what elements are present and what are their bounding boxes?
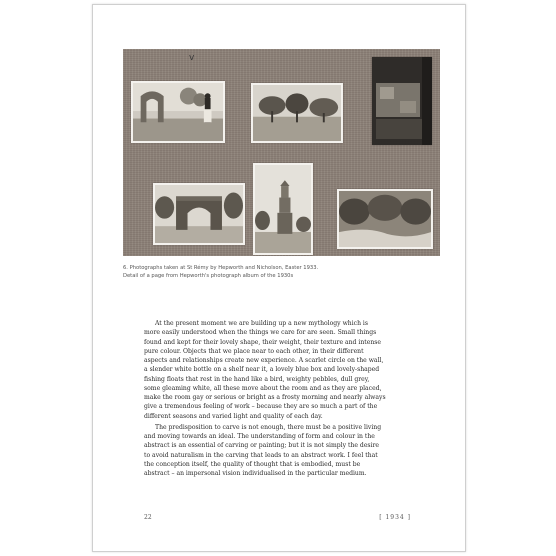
text-line: give a tremendous feeling of work – because they are so much a part of the <box>144 403 378 411</box>
text-line: and moving towards an ideal. The understanding of form and colour in the <box>144 433 375 440</box>
album-page-plate <box>123 49 440 256</box>
photo-mausoleum-tower <box>253 163 313 255</box>
pencil-mark: v <box>189 53 195 63</box>
photo-arch-with-figure <box>131 81 225 143</box>
text-line: abstract is an essential of carving or painting; but it is not simply the desire <box>144 442 380 450</box>
text-line: fishing floats that rest in the hand like a bird, weighty pebbles, dull grey, <box>144 375 370 383</box>
caption-line-2: Detail of a page from Hepworth's photograph album of the 1930s <box>123 273 294 279</box>
text-line: pure colour. Objects that we place near to each other, in their different <box>144 347 364 355</box>
photo-roman-arch <box>153 183 245 245</box>
text-line: make the room gay or serious or bright as a frosty morning and nearly always <box>144 394 386 401</box>
text-line: abstract – an impersonal vision individualised in the particular medium. <box>144 470 367 477</box>
text-line: more easily understood when the things we care for are seen. Small things <box>144 329 377 337</box>
text-line: to avoid naturalism in the carving that leads to an abstract work. I feel that <box>144 451 378 459</box>
text-line: the conception itself, the quality of thought that is embodied, must be <box>144 460 361 468</box>
text-line: different seasons and varied light and quality of each day. <box>144 412 323 420</box>
photo-dark-interior-image <box>372 57 432 145</box>
photo-arch-with-figure-image <box>133 83 223 141</box>
body-text <box>144 319 434 478</box>
photo-olive-trees <box>251 83 343 143</box>
year-marker: [ 1934 ] <box>379 514 411 521</box>
text-line: a slender white bottle on a shelf near it, a lovely blue box and lovely-shaped <box>144 366 380 374</box>
photo-olive-trees-image <box>253 85 341 141</box>
text-line: The predisposition to carve is not enough, there must be a positive living <box>155 423 382 431</box>
book-page <box>92 4 466 552</box>
photo-dark-interior <box>372 57 432 145</box>
text-line: aspects and relationships create new experience. A scarlet circle on the wall, <box>144 357 384 364</box>
text-line: some gleaming white, all these move about the room and as they are placed, <box>144 384 382 392</box>
paragraph-1 <box>144 319 434 421</box>
page-number: 22 <box>144 514 152 521</box>
photo-olive-grove <box>337 189 433 249</box>
photo-olive-grove-image <box>339 191 431 247</box>
photo-mausoleum-tower-image <box>255 165 311 253</box>
photo-roman-arch-image <box>155 185 243 243</box>
paragraph-2 <box>144 423 434 479</box>
text-line: At the present moment we are building up a new mythology which is <box>155 320 369 327</box>
caption-line-1: 6. Photographs taken at St Rémy by Hepworth and Nicholson, Easter 1933. <box>123 265 319 271</box>
text-line: found and kept for their lovely shape, their weight, their texture and intense <box>144 338 381 346</box>
figure-caption <box>123 264 443 280</box>
